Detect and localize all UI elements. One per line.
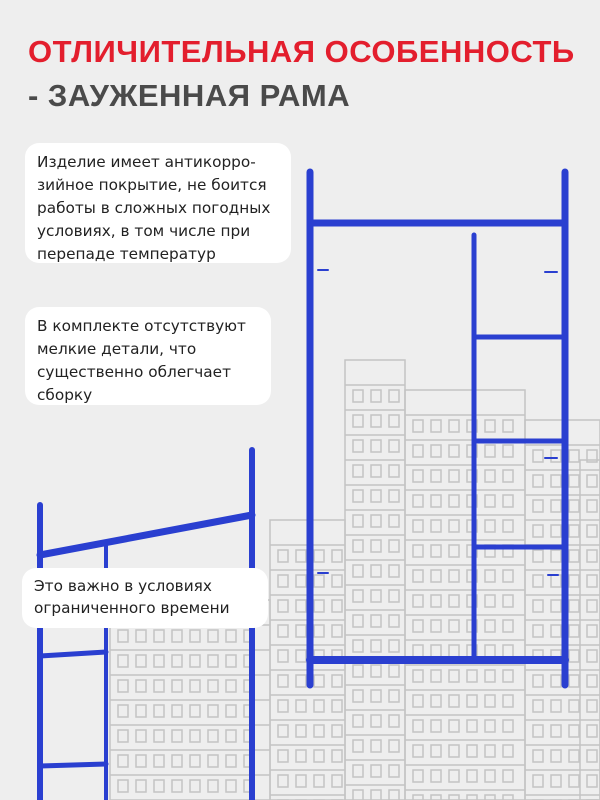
building-window [353,515,363,527]
building-window [449,720,459,732]
building-window [353,590,363,602]
building-window [587,525,597,537]
building-window [587,750,597,762]
building-window [503,595,513,607]
building-window [413,545,423,557]
building-window [278,600,288,612]
building-window [587,600,597,612]
building-window [413,620,423,632]
building-window [296,550,306,562]
building-window [296,600,306,612]
building-window [551,475,561,487]
building-window [226,730,236,742]
building-window [296,775,306,787]
building-window [533,475,543,487]
building-window [278,575,288,587]
building-window [389,565,399,577]
feature-card-coating [25,143,291,263]
building-window [449,695,459,707]
building-window [353,390,363,402]
building-window [449,570,459,582]
building-window [314,675,324,687]
building-window [226,705,236,717]
building-window [118,705,128,717]
building-window [431,645,441,657]
building-window [136,630,146,642]
building-window [413,595,423,607]
building-window [371,465,381,477]
building-window [431,545,441,557]
building-window [296,650,306,662]
building-window [569,750,579,762]
building-window [485,470,495,482]
building-window [172,630,182,642]
building-window [413,645,423,657]
building-window [208,780,218,792]
building-window [136,655,146,667]
building-window [226,680,236,692]
building-window [449,495,459,507]
building-window [208,655,218,667]
building-window [314,700,324,712]
building-window [353,415,363,427]
building-window [136,705,146,717]
building-window [371,515,381,527]
building-window [371,715,381,727]
building-window [431,520,441,532]
building-window [190,755,200,767]
building-window [467,770,477,782]
building-window [389,415,399,427]
building-window [551,600,561,612]
building-window [431,770,441,782]
building-window [314,750,324,762]
building-window [296,625,306,637]
building-window [551,700,561,712]
building-window [314,775,324,787]
building-window [503,745,513,757]
building-window [278,700,288,712]
building-window [533,700,543,712]
building-window [389,765,399,777]
building-window [413,670,423,682]
building-window [569,600,579,612]
feature-text: В комплекте отсутствуют мелкие детали, что существенно облегчает сборку [37,317,246,404]
building-window [118,755,128,767]
building-window [587,700,597,712]
building-window [431,445,441,457]
building-window [389,440,399,452]
building-window [551,550,561,562]
building-window [389,490,399,502]
building-window [371,490,381,502]
building-window [587,725,597,737]
building-window [449,470,459,482]
building-window [533,625,543,637]
building-window [353,490,363,502]
building-window [533,450,543,462]
building-window [569,500,579,512]
building-window [413,720,423,732]
building-window [154,630,164,642]
building-window [485,645,495,657]
building-window [172,705,182,717]
building-window [503,570,513,582]
building-window [485,670,495,682]
building-window [449,670,459,682]
building-window [569,450,579,462]
building-window [314,725,324,737]
building-window [503,645,513,657]
building-window [449,520,459,532]
building-window [569,675,579,687]
building-window [371,540,381,552]
building-window [413,770,423,782]
building-window [353,765,363,777]
building-window [485,495,495,507]
building-window [485,770,495,782]
building-window [551,625,561,637]
building-window [449,620,459,632]
building-window [172,680,182,692]
building-window [208,680,218,692]
heading-line-2: - ЗАУЖЕННАЯ РАМА [28,78,351,113]
building-window [569,475,579,487]
building-window [371,590,381,602]
building-window [371,790,381,800]
building-window [353,715,363,727]
building-window [226,755,236,767]
building-window [172,730,182,742]
building-window [503,695,513,707]
building-window [485,445,495,457]
building-window [389,690,399,702]
building-window [278,775,288,787]
heading-line-1: ОТЛИЧИТЕЛЬНАЯ ОСОБЕННОСТЬ [28,34,575,69]
building-window [371,765,381,777]
building-window [485,620,495,632]
building-window [332,700,342,712]
building-window [353,790,363,800]
building-window [503,495,513,507]
building-window [551,775,561,787]
building-window [485,420,495,432]
building-window [533,775,543,787]
building-window [431,745,441,757]
building-window [533,550,543,562]
building-window [503,720,513,732]
building-window [154,680,164,692]
building-window [118,630,128,642]
building-window [371,690,381,702]
building-window [533,750,543,762]
building-window [569,525,579,537]
building-window [154,780,164,792]
building-window [371,390,381,402]
building-window [413,745,423,757]
building-window [413,445,423,457]
building-window [154,755,164,767]
building-window [533,525,543,537]
building-window [467,695,477,707]
building-window [208,730,218,742]
building-window [503,670,513,682]
building-window [190,655,200,667]
building-window [226,630,236,642]
building-window [154,655,164,667]
building-window [389,615,399,627]
building-window [278,625,288,637]
building-window [533,725,543,737]
building-window [118,655,128,667]
building-window [136,680,146,692]
building-window [332,725,342,737]
building-window [449,595,459,607]
building-window [485,520,495,532]
building-window [587,650,597,662]
building-window [389,465,399,477]
building-window [431,670,441,682]
building-window [278,675,288,687]
building-window [172,780,182,792]
building-window [485,595,495,607]
building-window [136,780,146,792]
building-window [353,615,363,627]
building-window [503,445,513,457]
building-window [449,770,459,782]
building-window [431,695,441,707]
building-window [431,595,441,607]
feature-text: Это важно в условиях ограниченного времени [34,577,230,617]
building-window [449,445,459,457]
building-window [485,745,495,757]
building-window [353,540,363,552]
building-window [389,790,399,800]
building-window [278,750,288,762]
building-window [413,470,423,482]
building-window [551,450,561,462]
building-window [172,655,182,667]
feature-card-no-small-parts [25,307,271,405]
building-window [296,575,306,587]
building-window [208,630,218,642]
building-window [413,570,423,582]
building-window [485,720,495,732]
building-window [389,740,399,752]
building-window [569,700,579,712]
building-window [353,465,363,477]
building-window [467,670,477,682]
building-window [332,600,342,612]
building-window [389,390,399,402]
building-window [503,420,513,432]
building-window [587,550,597,562]
building-window [389,590,399,602]
building-window [332,750,342,762]
building-window [485,570,495,582]
building-window [154,730,164,742]
building-window [389,715,399,727]
building-window [226,780,236,792]
building-window [371,565,381,577]
building-window [569,625,579,637]
building-window [503,620,513,632]
building-window [332,575,342,587]
building-window [569,650,579,662]
building-window [296,675,306,687]
building-window [332,775,342,787]
building-window [569,775,579,787]
building-window [332,675,342,687]
building-window [587,500,597,512]
building-window [503,770,513,782]
building-window [533,600,543,612]
building-window [569,575,579,587]
building-window [533,500,543,512]
building-window [503,520,513,532]
building-window [353,640,363,652]
building-window [314,600,324,612]
building-window [190,630,200,642]
building-window [467,720,477,732]
building-window [551,500,561,512]
building-window [431,470,441,482]
building-window [587,625,597,637]
building-window [413,695,423,707]
building-window [190,680,200,692]
building-window [551,675,561,687]
building-window [413,495,423,507]
building-window [413,420,423,432]
building-window [371,415,381,427]
building-window [587,675,597,687]
building-window [389,540,399,552]
building-window [296,750,306,762]
building-window [154,705,164,717]
building-window [431,620,441,632]
building-window [587,575,597,587]
building-window [278,650,288,662]
building-window [371,665,381,677]
building-window [431,495,441,507]
building-window [389,640,399,652]
building-window [332,625,342,637]
building-window [431,720,441,732]
building-window [449,645,459,657]
building-window [371,640,381,652]
building-window [172,755,182,767]
building-window [551,725,561,737]
building-window [278,550,288,562]
building-window [371,615,381,627]
building-window [389,665,399,677]
building-window [353,740,363,752]
building-window [389,515,399,527]
building-window [118,730,128,742]
building-window [533,575,543,587]
building-window [569,725,579,737]
building-window [190,730,200,742]
feature-text: Изделие имеет антикорро-зийное покрытие, не боится работы в сложных погодных условиях, в том числе при перепаде температур [37,153,271,263]
building-window [449,420,459,432]
building-window [551,750,561,762]
building-window [353,565,363,577]
building-window [467,745,477,757]
building-window [118,680,128,692]
building-window [587,475,597,487]
building-window [431,420,441,432]
building-window [431,570,441,582]
building-window [296,725,306,737]
building-window [208,755,218,767]
building-window [371,440,381,452]
feature-card-time [22,568,268,628]
large-scaffold-frame [310,172,565,685]
building-window [314,550,324,562]
building-window [353,440,363,452]
building-window [371,740,381,752]
building-window [533,675,543,687]
building-window [136,730,146,742]
building-window [296,700,306,712]
building-window [332,550,342,562]
building-window [314,575,324,587]
building-window [449,745,459,757]
building-window [190,705,200,717]
building-window [353,665,363,677]
building-window [551,525,561,537]
building-window [226,655,236,667]
building-window [569,550,579,562]
building-window [136,755,146,767]
building-window [485,695,495,707]
building-window [587,775,597,787]
building-window [449,545,459,557]
building-window [413,520,423,532]
building-window [278,725,288,737]
building-window [551,575,561,587]
building-window [118,780,128,792]
building-window [353,690,363,702]
building-window [208,705,218,717]
building-window [190,780,200,792]
building-window [314,625,324,637]
building-window [503,470,513,482]
